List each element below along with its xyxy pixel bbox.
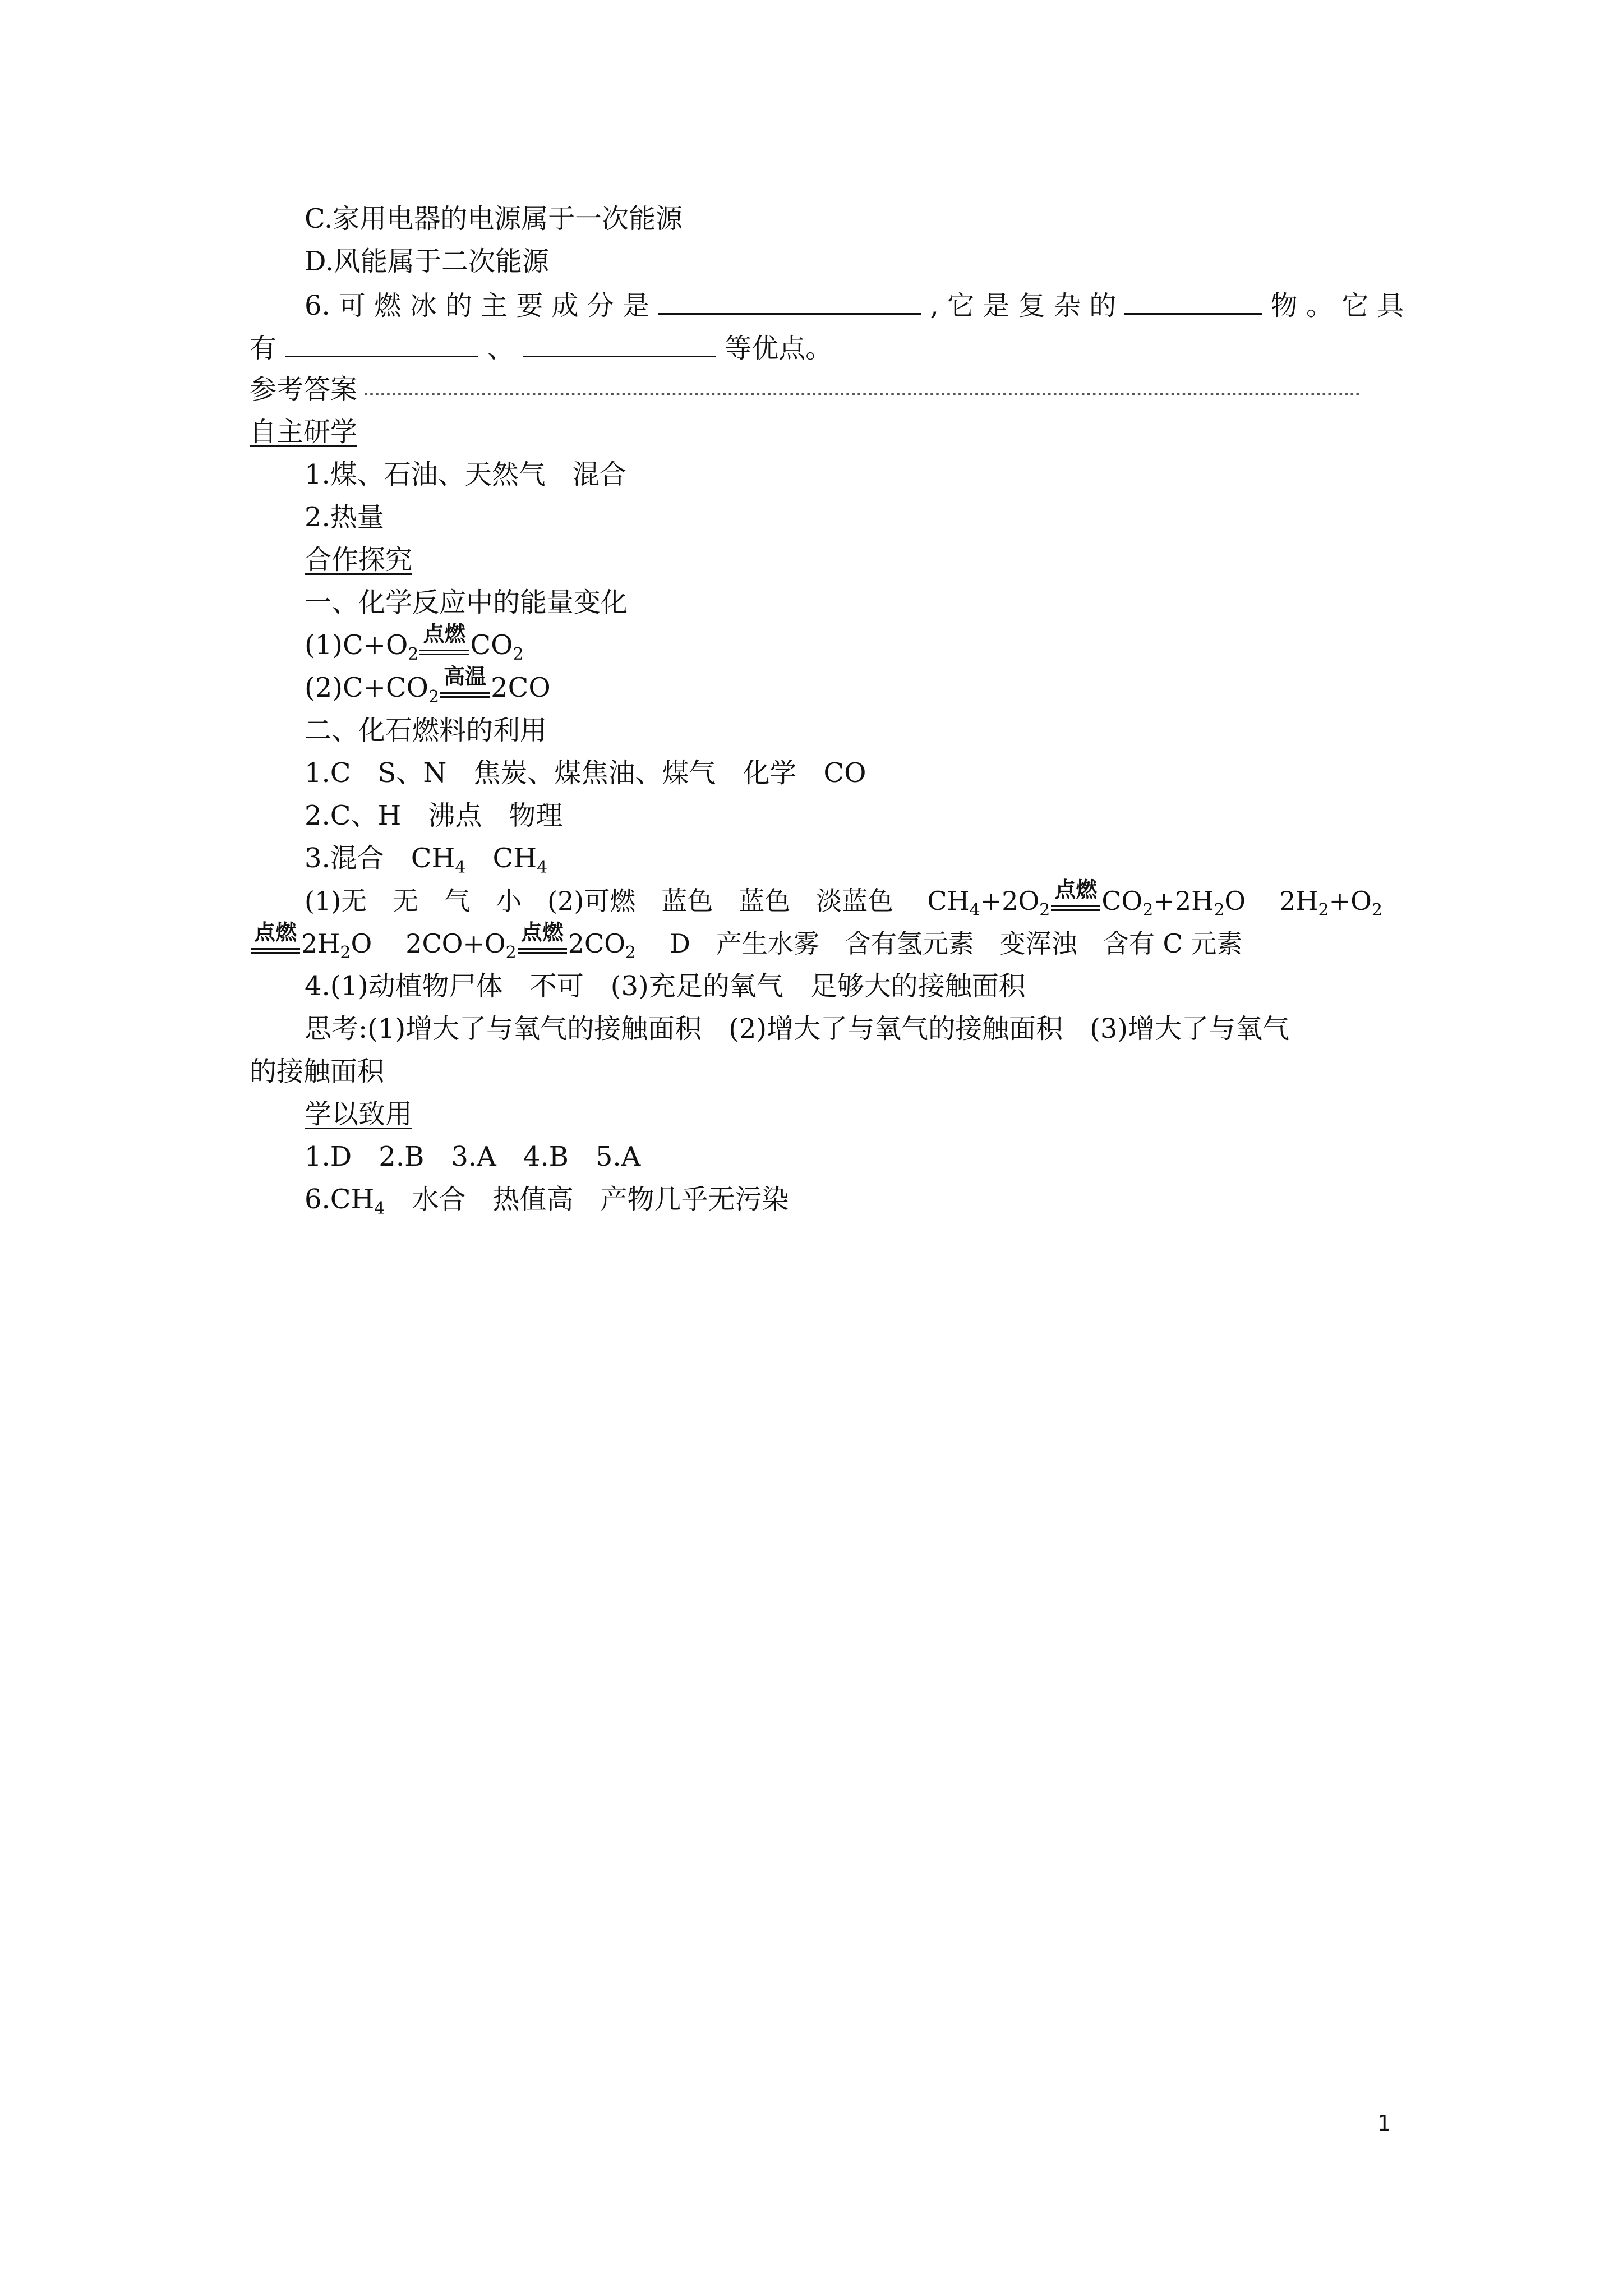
- section-heading-self-study: 自主研学: [250, 416, 358, 448]
- option-c: C.家用电器的电源属于一次能源: [305, 203, 683, 234]
- multiple-choice-answers: 1.D 2.B 3.A 4.B 5.A: [305, 1141, 641, 1172]
- answer-blank-1[interactable]: [658, 287, 921, 315]
- item-3: 3.混合 $CH_4$ $CH_4$: [305, 843, 548, 877]
- answer-6: $6.CH_4$ 水合 热值高 产物几乎无污染: [305, 1184, 789, 1218]
- dotted-separator: [365, 393, 1360, 395]
- q6-text-6: 等优点。: [725, 333, 833, 364]
- answer-blank-3[interactable]: [285, 330, 478, 357]
- section-heading-cooperative: 合作探究: [305, 544, 413, 576]
- equation-2: $(2)C+CO_2$ 高温 2CO: [305, 664, 551, 707]
- answer-2: 2.热量: [305, 501, 384, 533]
- reaction-condition: 点燃: [418, 628, 470, 662]
- answer-blank-2[interactable]: [1124, 287, 1262, 315]
- item-2: 2.C、H 沸点 物理: [305, 800, 563, 831]
- q6-text-5: 、: [487, 333, 514, 364]
- question-6-line2: [250, 330, 832, 365]
- page-number: 1: [1377, 2111, 1391, 2136]
- question-6-line1: [305, 287, 1404, 323]
- answer-1: 1.煤、石油、天然气 混合: [305, 459, 626, 490]
- answer-blank-4[interactable]: [523, 330, 716, 357]
- item-3-details-line1: (1)无 无 气 小 (2)可燃 蓝色 蓝色 淡蓝色 $CH_4+2O_2$ 点燃 $CO_2+2H_2O$ $2H_2+O_2$: [305, 877, 1382, 920]
- equation-1: $(1)C+O_2$ 点燃 $CO_2$: [305, 621, 524, 664]
- reaction-condition: 点燃: [517, 927, 568, 960]
- subheading-energy-change: 一、化学反应中的能量变化: [305, 587, 628, 618]
- q6-text-3: 物 。 它 具: [1270, 290, 1404, 321]
- think-line2: 的接触面积: [250, 1056, 385, 1087]
- reaction-condition: 点燃: [1050, 884, 1101, 918]
- reaction-condition: 高温: [439, 671, 491, 705]
- option-d: D.风能属于二次能源: [305, 246, 550, 277]
- q6-text-2: , 它 是 复 杂 的: [930, 290, 1117, 321]
- item-1: 1.C S、N 焦炭、煤焦油、煤气 化学 CO: [305, 757, 866, 789]
- item-4: 4.(1)动植物尸体 不可 (3)充足的氧气 足够大的接触面积: [305, 970, 1026, 1002]
- section-heading-application: 学以致用: [305, 1098, 413, 1130]
- item-3-details-line2: 点燃 $2H_2O$ $2CO+O_2$ 点燃 $2CO_2$ D 产生水雾 含有氢元素 变浑浊 含有 C 元素: [250, 927, 1242, 960]
- subheading-fossil-fuels: 二、化石燃料的利用: [305, 715, 547, 746]
- q6-text-1: 6. 可 燃 冰 的 主 要 成 分 是: [305, 290, 650, 321]
- q6-text-4: 有: [250, 333, 277, 364]
- answers-title: 参考答案: [250, 374, 358, 405]
- reaction-condition: 点燃: [250, 927, 301, 960]
- think-line1: 思考:(1)增大了与氧气的接触面积 (2)增大了与氧气的接触面积 (3)增大了与氧气: [305, 1013, 1290, 1045]
